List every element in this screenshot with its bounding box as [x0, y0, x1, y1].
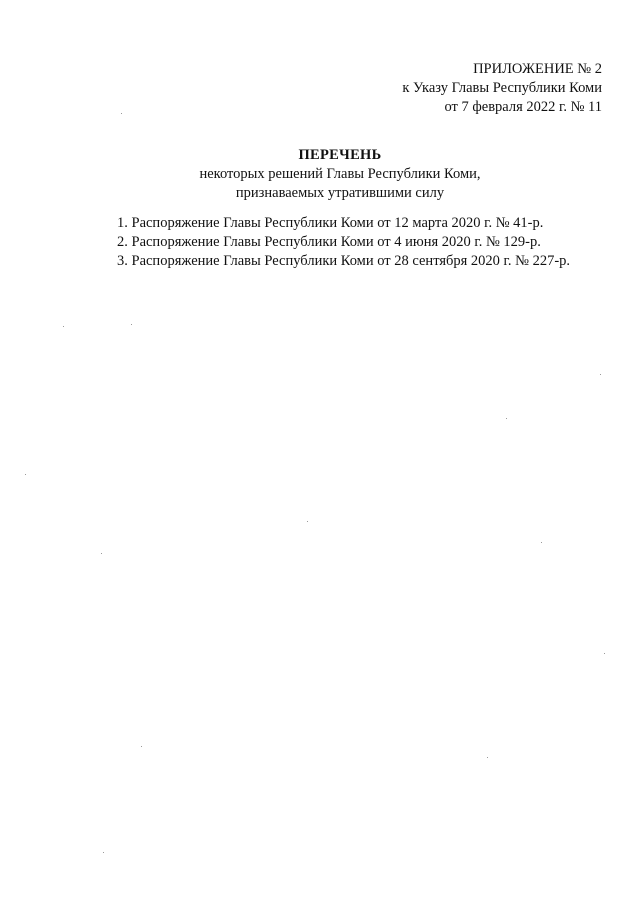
scan-speck	[541, 542, 542, 543]
scan-speck	[131, 324, 132, 325]
document-subtitle-line-1: некоторых решений Главы Республики Коми,	[199, 166, 481, 182]
decision-list	[117, 214, 570, 271]
scan-speck	[307, 521, 308, 522]
scan-speck	[141, 746, 142, 747]
scan-speck	[600, 374, 601, 375]
scan-speck	[604, 653, 605, 654]
document-subtitle-line-2: признаваемых утратившими силу	[235, 185, 445, 201]
list-item: 2. Распоряжение Главы Республики Коми от 4 июня 2020 г. № 129-р.	[117, 234, 541, 250]
appendix-reference: к Указу Главы Республики Коми	[402, 80, 602, 96]
scan-speck	[101, 553, 102, 554]
document-heading	[0, 146, 640, 203]
scan-speck	[506, 418, 507, 419]
document-title: ПЕРЕЧЕНЬ	[298, 147, 382, 163]
scan-speck	[487, 757, 488, 758]
appendix-date: от 7 февраля 2022 г. № 11	[444, 99, 602, 115]
scan-speck	[63, 326, 64, 327]
scan-speck	[121, 113, 122, 114]
appendix-number: ПРИЛОЖЕНИЕ № 2	[473, 61, 602, 77]
scan-speck	[25, 474, 26, 475]
appendix-header	[402, 60, 602, 117]
list-item: 1. Распоряжение Главы Республики Коми от 12 марта 2020 г. № 41-р.	[117, 215, 544, 231]
scan-speck	[103, 852, 104, 853]
list-item: 3. Распоряжение Главы Республики Коми от 28 сентября 2020 г. № 227-р.	[117, 253, 571, 269]
